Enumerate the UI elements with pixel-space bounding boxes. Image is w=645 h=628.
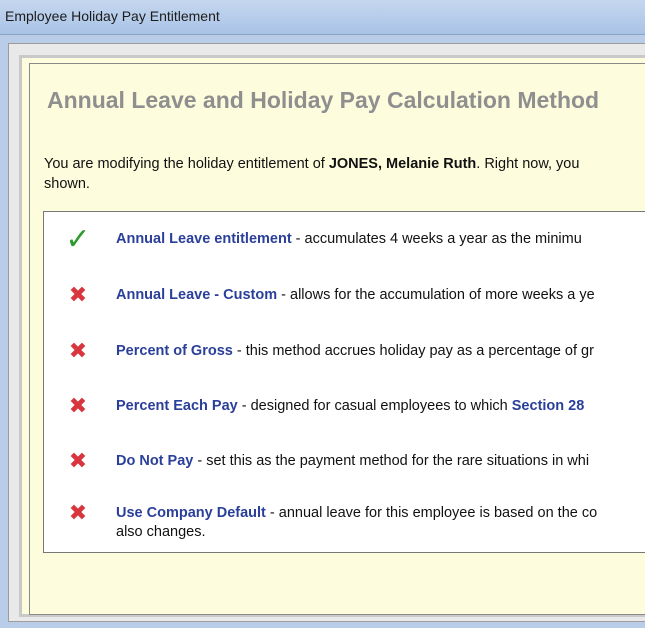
- option-text: [116, 397, 645, 416]
- cross-icon: ✖: [68, 501, 88, 526]
- option-description: - this method accrues holiday pay as a percentage of gr: [232, 343, 594, 359]
- section-28-link[interactable]: Section 28: [511, 398, 585, 414]
- option-description: - annual leave for this employee is based on the co: [265, 505, 598, 521]
- cross-icon: ✖: [68, 283, 88, 308]
- option-annual-leave-entitlement[interactable]: [44, 224, 645, 264]
- intro-prefix: You are modifying the holiday entitlement of: [44, 156, 329, 172]
- cross-icon: ✖: [68, 339, 88, 364]
- option-percent-of-gross[interactable]: [44, 336, 645, 376]
- window-titlebar[interactable]: [0, 0, 645, 35]
- option-description: - accumulates 4 weeks a year as the minimu: [291, 231, 582, 247]
- intro-line2: shown.: [44, 176, 90, 192]
- option-link-percent-each-pay[interactable]: Percent Each Pay: [116, 398, 238, 414]
- option-do-not-pay[interactable]: [44, 446, 645, 486]
- option-description-line2: also changes.: [116, 524, 206, 540]
- option-description: - set this as the payment method for the rare situations in whi: [193, 453, 590, 469]
- cross-icon: ✖: [68, 394, 88, 419]
- options-list: [43, 211, 645, 553]
- intro-text: [44, 154, 645, 194]
- employee-name: JONES, Melanie Ruth: [328, 156, 477, 172]
- window-title: Employee Holiday Pay Entitlement: [5, 8, 220, 24]
- option-link-use-company-default[interactable]: Use Company Default: [116, 505, 266, 521]
- option-text: [116, 230, 645, 249]
- option-text: [116, 504, 645, 542]
- check-icon: ✓: [65, 222, 91, 257]
- intro-suffix: . Right now, you: [476, 156, 580, 172]
- option-text: [116, 342, 645, 361]
- option-percent-each-pay[interactable]: [44, 391, 645, 431]
- panel-heading: Annual Leave and Holiday Pay Calculation Method: [47, 87, 600, 113]
- option-text: [116, 286, 645, 305]
- option-link-do-not-pay[interactable]: Do Not Pay: [116, 453, 194, 469]
- cross-icon: ✖: [68, 449, 88, 474]
- option-description: - designed for casual employees to which: [237, 398, 512, 414]
- option-text: [116, 452, 645, 471]
- option-annual-leave-custom[interactable]: [44, 280, 645, 320]
- option-link-annual-leave-entitlement[interactable]: Annual Leave entitlement: [116, 231, 292, 247]
- option-use-company-default[interactable]: [44, 498, 645, 538]
- option-description: - allows for the accumulation of more weeks a ye: [277, 287, 595, 303]
- option-link-annual-leave-custom[interactable]: Annual Leave - Custom: [116, 287, 278, 303]
- option-link-percent-of-gross[interactable]: Percent of Gross: [116, 343, 233, 359]
